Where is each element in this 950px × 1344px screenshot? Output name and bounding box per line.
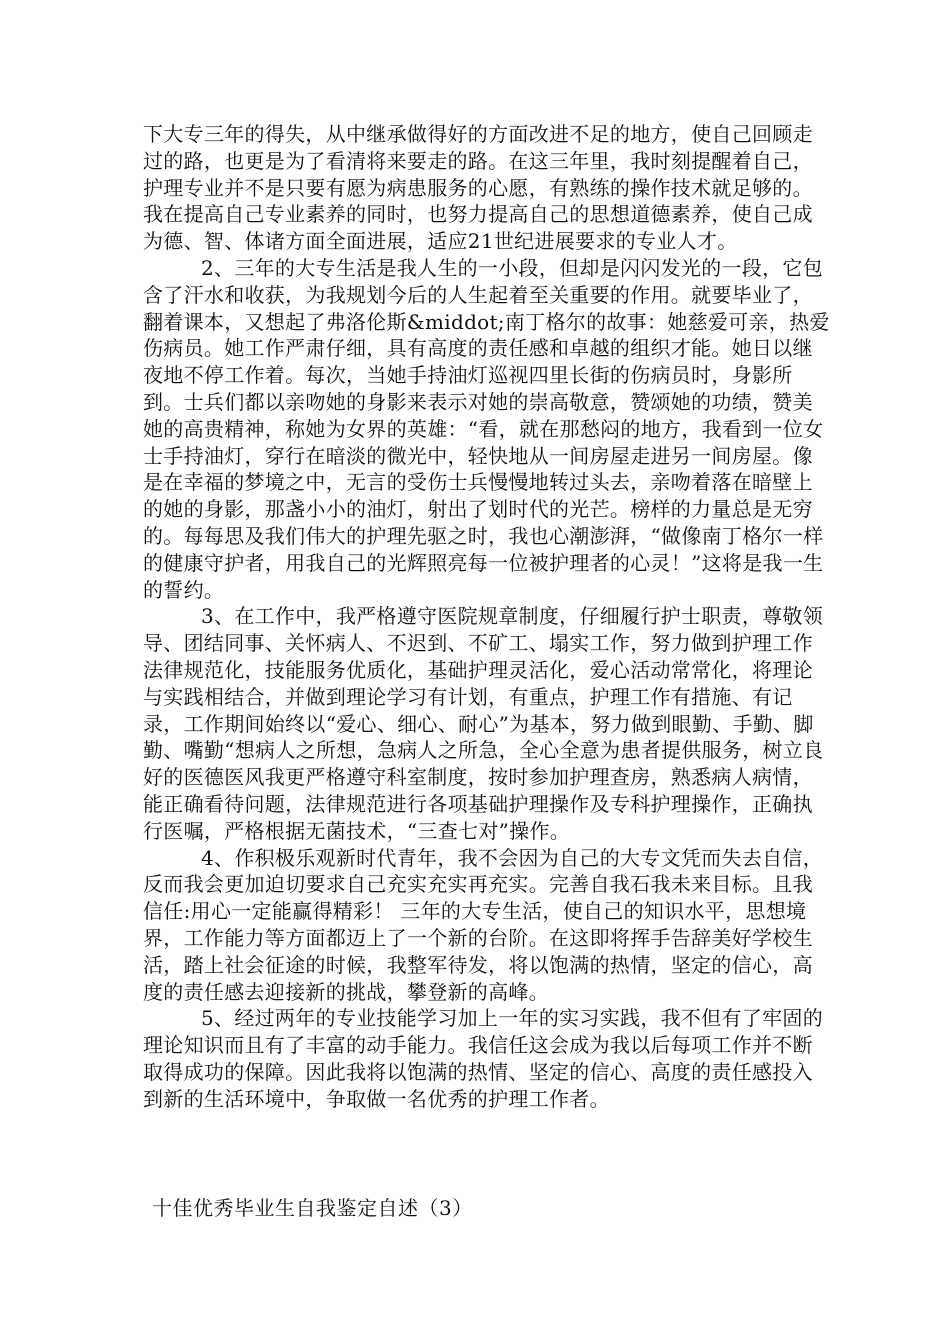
paragraph-1: 下大专三年的得失，从中继承做得好的方面改进不足的地方，使自己回顾走过的路，也更是为了看清将来要走的路。在这三年里，我时刻提醒着自己，护理专业并不是只要有愿为病患服务的心愿，有熟练的操作技术就足够的。我在提高自己专业素养的同时，也努力提高自己的思想道德素养，使自己成为德、智、体诸方面全面进展，适应21世纪进展要求的专业人才。 <box>143 122 813 254</box>
paragraph-5: 5、经过两年的专业技能学习加上一年的实习实践，我不但有了牢固的理论知识而且有了丰富的动手能力。我信任这会成为我以后每项工作并不断取得成功的保障。因此我将以饱满的热情、坚定的信心、高度的责任感投入到新的生活环境中，争取做一名优秀的护理工作者。 <box>143 1006 824 1111</box>
paragraph-4: 4、作积极乐观新时代青年，我不会因为自己的大专文凭而失去自信，反而我会更加迫切要求自己充实充实再充实。完善自我石我未来目标。且我信任:用心一定能赢得精彩！ 三年的大专生活，使自己的知识水平，思想境界，工作能力等方面都迈上了一个新的台阶。在这即将挥手告辞美好学校生活，踏上社会征途的时候，我整军待发，将以饱满的热情，坚定的信心，高度的责任感去迎接新的挑战，攀登新的高峰。 <box>143 845 824 1004</box>
section-heading: 十佳优秀毕业生自我鉴定自述（3） <box>152 1196 473 1220</box>
paragraph-3: 3、在工作中，我严格遵守医院规章制度，仔细履行护士职责，尊敬领导、团结同事、关怀病人、不迟到、不矿工、塌实工作，努力做到护理工作法律规范化，技能服务优质化，基础护理灵活化，爱心活动常常化，将理论与实践相结合，并做到理论学习有计划，有重点，护理工作有措施、有记录，工作期间始终以“爱心、细心、耐心”为基本，努力做到眼勤、手勤、脚勤、嘴勤“想病人之所想，急病人之所急，全心全意为患者提供服务，树立良好的医德医风我更严格遵守科室制度，按时参加护理查房，熟悉病人病情，能正确看待问题，法律规范进行各项基础护理操作及专科护理操作，正确执行医嘱，严格根据无菌技术，“三查七对”操作。 <box>143 604 824 843</box>
document-body <box>143 121 833 1112</box>
paragraph-2: 2、三年的大专生活是我人生的一小段，但却是闪闪发光的一段，它包含了汗水和收获，为我规划今后的人生起着至关重要的作用。就要毕业了，翻着课本，又想起了弗洛伦斯&middot;南丁格尔的故事：她慈爱可亲，热爱伤病员。她工作严肃仔细，具有高度的责任感和卓越的组织才能。她日以继夜地不停工作着。每次，当她手持油灯巡视四里长街的伤病员时，身影所到。士兵们都以亲吻她的身影来表示对她的崇高敬意，赞颂她的功绩，赞美她的高贵精神，称她为女界的英雄：“看，就在那愁闷的地方，我看到一位女士手持油灯，穿行在暗淡的微光中，轻快地从一间房屋走进另一间房屋。像是在幸福的梦境之中，无言的受伤士兵慢慢地转过头去，亲吻着落在暗壁上的她的身影，那盏小小的油灯，射出了划时代的光芒。榜样的力量总是无穷的。每每思及我们伟大的护理先驱之时，我也心潮澎湃，“做像南丁格尔一样的健康守护者，用我自己的光辉照亮每一位被护理者的心灵！”这将是我一生的誓约。 <box>143 255 830 602</box>
